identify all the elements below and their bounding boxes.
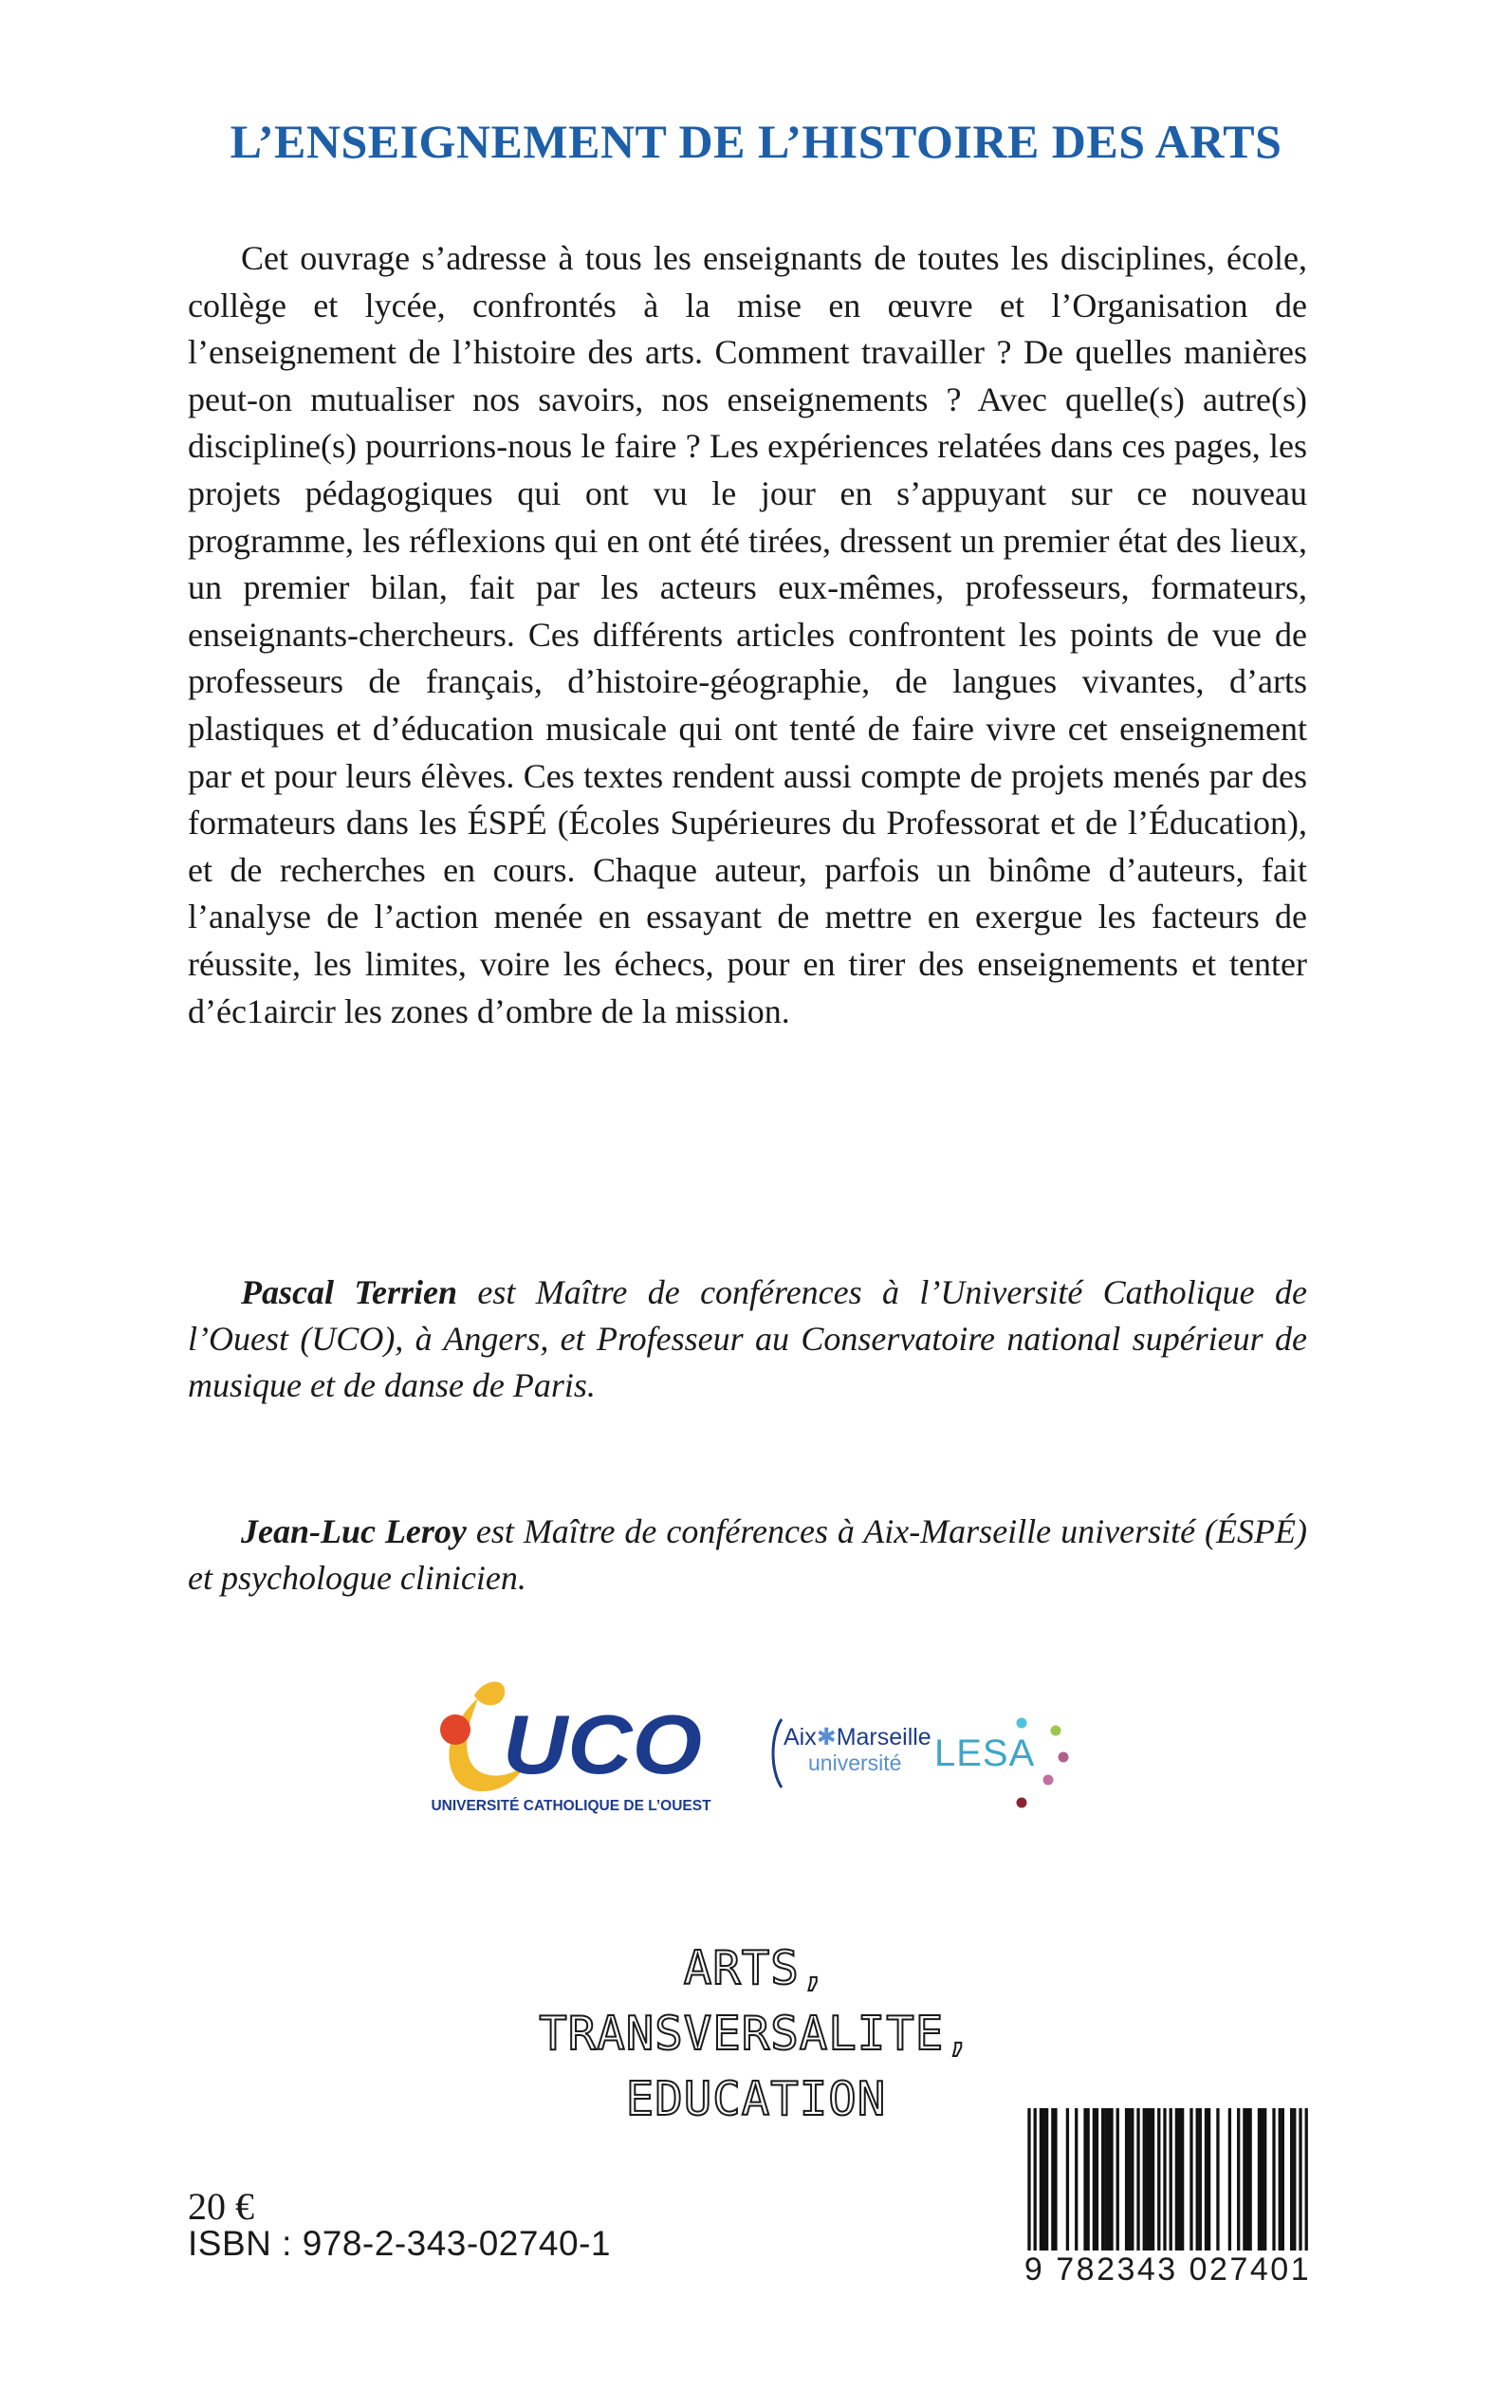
barcode-bar — [1243, 2108, 1245, 2251]
aix-marseille-name: Aix✱Marseille — [784, 1724, 931, 1750]
aix-marseille-logo — [766, 1717, 931, 1793]
lesa-logo — [934, 1717, 1077, 1822]
barcode-bar — [1208, 2108, 1210, 2251]
collection-line-3: EDUCATION — [625, 2072, 887, 2126]
barcode-bar — [1045, 2108, 1048, 2251]
barcode-bar — [1125, 2108, 1128, 2251]
barcode-bar — [1116, 2108, 1119, 2251]
barcode-bar — [1228, 2108, 1231, 2251]
barcode-bar — [1110, 2108, 1113, 2251]
barcode-bar — [1196, 2108, 1199, 2251]
barcode-bar — [1237, 2108, 1240, 2251]
barcode-bar — [1146, 2108, 1149, 2251]
barcode-bar — [1054, 2108, 1057, 2251]
barcode-bar — [1107, 2108, 1110, 2251]
barcode-digits: 9 782343 027401 — [1019, 2251, 1317, 2288]
barcode-bar — [1261, 2108, 1263, 2251]
aix-marseille-star-icon: ✱ — [816, 1724, 837, 1750]
author-bio-text-1: est Maître de conférences à l’Université Catholique de l’Ouest (UCO), à Angers, et Professeur au Conservatoire national supérieur de musique et de danse de Paris. — [188, 1273, 1307, 1404]
barcode-bar — [1149, 2108, 1152, 2251]
barcode-bar — [1272, 2108, 1275, 2251]
uco-tagline: UNIVERSITÉ CATHOLIQUE DE L’OUEST — [431, 1798, 711, 1814]
book-title: L’ENSEIGNEMENT DE L’HISTOIRE DES ARTS — [230, 115, 1282, 168]
barcode-bar — [1216, 2108, 1219, 2251]
lesa-dots-icon — [1016, 1710, 1073, 1814]
barcode-bar — [1245, 2108, 1248, 2251]
barcode-bar — [1096, 2108, 1098, 2251]
barcode-bar — [1199, 2108, 1202, 2251]
barcode-bar — [1263, 2108, 1266, 2251]
lesa-wordmark: LESA — [934, 1732, 1036, 1774]
author-name-1: Pascal Terrien — [241, 1273, 458, 1311]
isbn: ISBN : 978-2-343-02740-1 — [188, 2224, 611, 2263]
barcode-bar — [1248, 2108, 1251, 2251]
barcode-bar — [1157, 2108, 1160, 2251]
uco-logo-mark — [429, 1675, 713, 1798]
barcode-bar — [1152, 2108, 1154, 2251]
barcode-bar — [1083, 2108, 1086, 2251]
author-name-2: Jean-Luc Leroy — [241, 1512, 467, 1550]
barcode-bar — [1282, 2108, 1284, 2251]
barcode-bar — [1087, 2108, 1090, 2251]
price: 20 € — [188, 2185, 254, 2228]
barcode-bar — [1128, 2108, 1131, 2251]
barcode-bar — [1101, 2108, 1104, 2251]
collection-name — [0, 1936, 1512, 2132]
barcode-bar — [1178, 2108, 1181, 2251]
barcode-bar — [1042, 2108, 1045, 2251]
back-cover-summary: Cet ouvrage s’adresse à tous les enseignants de toutes les disciplines, école, collège et lycée, confrontés à la mise en œuvre et l’Organisation de l’enseignement de l’histoire des arts. Comment travailler ? De quelles manières peut-on mutualiser nos savoirs, nos enseignements ? Avec quelle(s) autre(s) discipline(s) pourrions-nous le faire ? Les expériences relatées dans ces pages, les projets pédagogiques qui ont vu le jour en s’appuyant sur ce nouveau programme, les réflexions qui en ont été tirées, dressent un premier état des lieux, un premier bilan, fait par les acteurs eux-mêmes, professeurs, formateurs, enseignants-chercheurs. Ces différents articles confrontent les points de vue de professeurs de français, d’histoire-géographie, de langues vivantes, d’arts plastiques et d’éducation musicale qui ont tenté de faire vivre cet enseignement par et pour leurs élèves. Ces textes rendent aussi compte de projets menés par des formateurs dans les ÉSPÉ (Écoles Supérieures du Professorat et de l’Éducation), et de recherches en cours. Chaque auteur, parfois un binôme d’auteurs, fait l’analyse de l’action menée en essayant de mettre en exergue les facteurs de réussite, les limites, voire les échecs, pour en tirer des enseignements et tenter d’éc1aircir les zones d’ombre de la mission. — [188, 239, 1307, 1030]
barcode-bar — [1205, 2108, 1208, 2251]
uco-logo — [429, 1675, 713, 1826]
author-bio-1 — [188, 1269, 1307, 1409]
barcode-bar — [1093, 2108, 1096, 2251]
author-bio-2 — [188, 1509, 1307, 1602]
barcode-bar — [1131, 2108, 1134, 2251]
barcode-bar — [1104, 2108, 1107, 2251]
barcode-bar — [1293, 2108, 1296, 2251]
barcode-bar — [1066, 2108, 1069, 2251]
barcode-bar — [1051, 2108, 1054, 2251]
barcode-bar — [1279, 2108, 1282, 2251]
collection-line-2: TRANSVERSALITE, — [539, 2007, 973, 2061]
barcode-bar — [1143, 2108, 1146, 2251]
barcode-bar — [1136, 2108, 1139, 2251]
barcode-bar — [1181, 2108, 1184, 2251]
barcode-bar — [1189, 2108, 1192, 2251]
uco-wordmark: UCO — [503, 1697, 702, 1791]
barcode-bar — [1075, 2108, 1078, 2251]
aix-marseille-universite: université — [808, 1750, 902, 1775]
barcode-bar — [1258, 2108, 1261, 2251]
barcode-bar — [1040, 2108, 1042, 2251]
aix-marseille-bracket-icon — [766, 1717, 785, 1789]
barcode-bar — [1290, 2108, 1293, 2251]
collection-line-1: ARTS, — [683, 1941, 829, 1995]
barcode-bar — [1175, 2108, 1178, 2251]
author-bio-text-2: est Maître de conférences à Aix-Marseille université (ÉSPÉ) et psychologue clinicien. — [188, 1512, 1307, 1597]
